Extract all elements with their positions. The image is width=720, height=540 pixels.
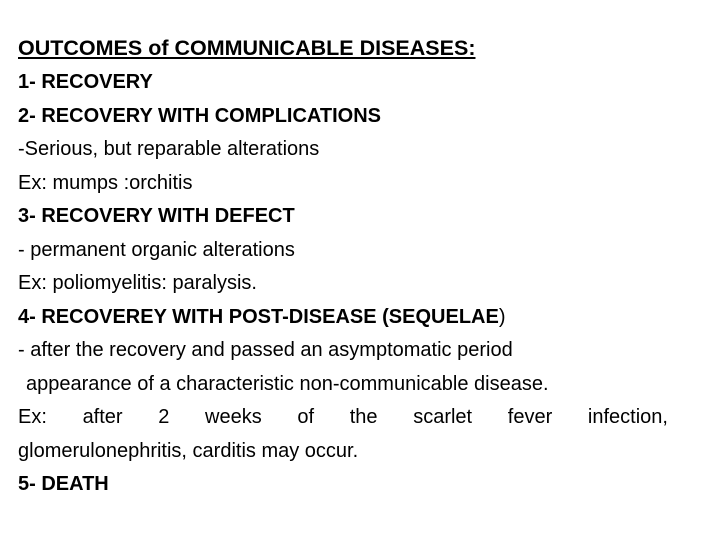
outcome-5-heading: 5- DEATH: [18, 473, 109, 495]
outcome-4-heading-text: 4- RECOVEREY WITH POST-DISEASE (SEQUELAE: [18, 305, 499, 328]
outcome-2-heading: 2- RECOVERY WITH COMPLICATIONS: [18, 104, 381, 127]
outcome-2-description: -Serious, but reparable alterations: [18, 138, 320, 160]
outcome-1-heading: 1- RECOVERY: [18, 71, 153, 93]
slide-title: OUTCOMES of COMMUNICABLE DISEASES:: [18, 36, 476, 60]
example-word: Ex:: [18, 406, 47, 428]
outcome-4-description-cont: appearance of a characteristic non-communicable disease.: [26, 372, 549, 395]
outcome-4-heading: [18, 301, 702, 335]
example-word: weeks: [205, 406, 262, 428]
example-word: fever: [507, 406, 553, 428]
example-word: the: [349, 406, 378, 428]
outcome-3-description: - permanent organic alterations: [18, 238, 295, 261]
outcome-4-heading-paren: ): [498, 305, 506, 328]
outcome-4-example-cont: glomerulonephritis, carditis may occur.: [18, 439, 359, 462]
outcome-2-example: Ex: mumps :orchitis: [18, 171, 193, 194]
example-word: 2: [158, 406, 170, 428]
slide-content: [18, 30, 702, 502]
example-word: scarlet: [413, 406, 473, 428]
outcome-3-heading: 3- RECOVERY WITH DEFECT: [18, 205, 295, 227]
example-word: of: [297, 406, 315, 428]
outcome-3-example: Ex: poliomyelitis: paralysis.: [18, 272, 257, 294]
outcome-4-example: [18, 401, 668, 435]
outcome-4-description: - after the recovery and passed an asymptomatic period: [18, 339, 513, 361]
example-word: after: [82, 406, 123, 428]
example-word: infection,: [587, 406, 668, 428]
